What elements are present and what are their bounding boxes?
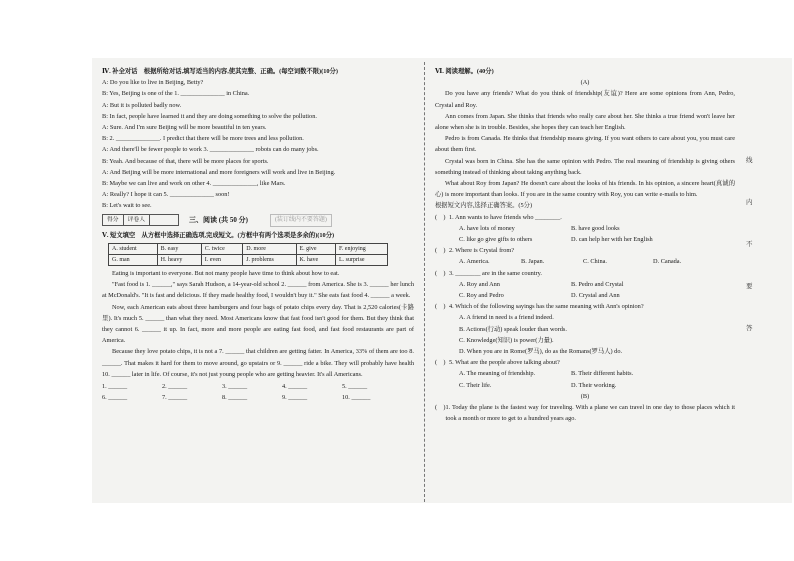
margin-char: 要	[746, 283, 753, 290]
margin-char: 线	[746, 157, 753, 164]
section6-title: Ⅵ. 阅读理解。(40分)	[435, 68, 494, 75]
dialogue-line: A: But it is polluted badly now.	[102, 101, 182, 109]
option: A. have lots of money	[459, 224, 515, 232]
option-cell: D. more	[243, 244, 296, 255]
dialogue-line: A: Sure. And I'm sure Beijing will be more beautiful in ten years.	[102, 124, 267, 132]
question-stem: 2. Where is Crystal from?	[449, 247, 515, 255]
option-cell: J. problems	[243, 255, 296, 266]
passage-a-paragraph: Ann comes from Japan. She thinks that friends who really care about her. She thinks a true friend won't leave her alone when she is in trouble. Besides, she hopes they can teach her English.	[435, 112, 735, 132]
left-column	[102, 66, 414, 403]
question	[435, 212, 735, 223]
score-blank[interactable]	[150, 215, 178, 225]
dialogue	[102, 77, 414, 211]
option-cell: A. student	[109, 244, 158, 255]
passage-b	[435, 402, 735, 424]
dialogue-line: A: Really? I hope it can 5. ______________ soon!	[102, 191, 230, 199]
question	[435, 357, 735, 368]
option: C. like go give gifts to others	[459, 236, 533, 244]
question-options	[435, 312, 735, 357]
options-row	[109, 255, 388, 266]
binding-margin	[746, 140, 760, 350]
part-a-label: (A)	[580, 79, 590, 87]
answer-blank[interactable]: 8. ______	[222, 394, 248, 402]
option: C. Roy and Pedro	[459, 292, 504, 300]
question-stem: 3. ________ are in the same country.	[449, 269, 542, 277]
right-column	[435, 66, 735, 425]
option-cell: H. heavy	[157, 255, 201, 266]
option: C. Their life.	[459, 381, 492, 389]
answer-blank[interactable]: 5. ______	[342, 383, 368, 391]
binding-stamp: (装订线内不要答题)	[270, 214, 332, 227]
dialogue-line: B: Yes, Beijing is one of the 1. ______________ in China.	[102, 90, 250, 98]
answer-blank[interactable]: 7. ______	[162, 394, 188, 402]
passage-b-text: 1. Today the plane is the fastest way for traveling. With a plane we can travel in one day to those places which it took a month or more to get to a hundred years ago.	[445, 404, 735, 423]
option: A. America.	[459, 258, 490, 266]
question	[435, 245, 735, 256]
part-b-label: (B)	[580, 392, 590, 400]
dialogue-line: A: And there'll be fewer people to work 3. ______________ robots can do many jobs.	[102, 146, 319, 154]
option-cell: I. even	[201, 255, 242, 266]
options-row	[109, 244, 388, 255]
answer-blank[interactable]: 6. ______	[102, 394, 128, 402]
option-cell: G. man	[109, 255, 158, 266]
passage-paragraph: "Fast food is 1. ______," says Sarah Hudson, a 14-year-old school 2. ______ from America. She is 3. ______ her lunch at McDonald's. "It is fast and delicious. If they made healthy food, I wouldn't buy it." She eats fast food 4. ______ a week.	[102, 281, 414, 300]
option: B. Japan.	[521, 258, 545, 266]
section5-title: Ⅴ. 短文填空 从方框中选择正确选项,完成短文。(方框中有两个选项是多余的)(10分)	[102, 231, 335, 239]
passage-a-paragraph: What about Roy from Japan? He doesn't care about the looks of his friends. In his opinion, a sincere heart(真诚的心) is more important than looks. If you are in the same country with Roy, you can write e-mails to him.	[435, 180, 735, 199]
passage-a-paragraph: Do you have any friends? What do you think of friendship(友谊)? Here are some opinions from Ann, Pedro, Crystal and Roy.	[435, 90, 735, 109]
question-stem: 1. Ann wants to have friends who ________.	[449, 213, 562, 221]
answer-paren[interactable]: ( )	[435, 359, 446, 367]
question-options	[435, 223, 735, 245]
answer-paren[interactable]: ( )	[435, 303, 446, 311]
question-options	[435, 256, 735, 267]
option-cell: B. easy	[157, 244, 201, 255]
answer-paren[interactable]: ( )	[435, 213, 446, 221]
answer-blank[interactable]: 2. ______	[162, 383, 188, 391]
dialogue-line: A: And Beijing will be more international and more foreigners will work and live in Beijing.	[102, 168, 336, 176]
score-label: 得分	[103, 215, 124, 225]
answer-slots	[102, 381, 414, 403]
option-cell: L. surprise	[335, 255, 387, 266]
answer-blank[interactable]: 4. ______	[282, 383, 308, 391]
dialogue-line: B: Yeah. And because of that, there will be more places for sports.	[102, 157, 269, 165]
option: A. The meaning of friendship.	[459, 370, 536, 378]
answer-blank[interactable]: 9. ______	[282, 394, 308, 402]
question	[435, 268, 735, 279]
section4-title: Ⅳ. 补全对话 根据所给对话,填写适当的内容,使其完整、正确。(每空词数不限)(10分)	[102, 68, 338, 75]
score-box	[102, 214, 179, 226]
answer-paren[interactable]: ( )	[435, 269, 446, 277]
option: D. When you are in Rome(罗马), do as the Romans(罗马人) do.	[459, 348, 623, 356]
option-cell: F. enjoying	[335, 244, 387, 255]
question-options	[435, 279, 735, 301]
answer-paren[interactable]: ( )	[435, 247, 446, 255]
passage-paragraph: Because they love potato chips, it is not a 7. ______ that children are getting fatter. In America, 33% of them are too 8. ______. That makes it hard for them to move around, go upstairs or 9. ______ ride a bike. They will probably have health 10. ______ later in life. Of course, it's not just young people who are getting heavier. It's all Americans.	[102, 348, 414, 378]
dialogue-line: B: 2. ______________. I predict that there will be more trees and less pollution.	[102, 135, 304, 143]
option: D. can help her with her English	[571, 236, 653, 244]
passage-a-paragraph: Pedro is from Canada. He thinks that friendship means giving. If you want others to care about you, you must care about them first.	[435, 135, 735, 154]
answer-blank[interactable]: 1. ______	[102, 383, 128, 391]
options-box	[108, 243, 388, 266]
option: C. China.	[583, 258, 607, 266]
option: D. Their working.	[571, 381, 617, 389]
dialogue-line: B: In fact, people have learned it and they are doing something to solve the pollution.	[102, 112, 317, 120]
margin-char: 内	[746, 199, 753, 206]
dialogue-line: B: Maybe we can live and work on other 4. ______________, like Mars.	[102, 180, 286, 188]
margin-char: 不	[746, 241, 753, 248]
answer-blank[interactable]: 3. ______	[222, 383, 248, 391]
passage-paragraph: Eating is important to everyone. But not many people have time to think about how to eat.	[112, 270, 340, 278]
score-row	[102, 214, 414, 227]
passage-paragraph: Now, each American eats about three hamburgers and four bags of potato chips every day. That is 2,520 calories(卡路里). It's much 5. ______ than what they need. Most Americans know that fast food isn't good for them. But they think that they cannot 6. ______ it up. In fact, more and more people are eating fast food, and fast food restaurants are part of America.	[102, 303, 414, 345]
question-stem: 5. What are the people above talking about?	[449, 359, 560, 367]
option: D. Canada.	[653, 258, 682, 266]
option: B. have good looks	[571, 224, 620, 232]
exam-sheet	[92, 58, 792, 503]
option: C. Knowledge(知识) is power(力量).	[459, 336, 554, 344]
margin-char: 答	[746, 325, 753, 332]
option: B. Pedro and Crystal	[571, 280, 624, 288]
answer-paren[interactable]: ( )	[435, 404, 446, 412]
option: A. Roy and Ann	[459, 280, 500, 288]
option: A. A friend in need is a friend indeed.	[459, 314, 554, 322]
answer-blank[interactable]: 10. ______	[342, 394, 371, 402]
option: D. Crystal and Ann	[571, 292, 620, 300]
dialogue-line: B: Let's wait to see.	[102, 202, 152, 210]
option-cell: E. give	[296, 244, 335, 255]
option-cell: C. twice	[201, 244, 242, 255]
option: B. Actions(行动) speak louder than words.	[459, 325, 567, 333]
instruction: 根据短文内容,选择正确答案。(5分)	[435, 202, 533, 210]
part3-title: 三、阅读 (共 50 分)	[189, 215, 248, 224]
option-cell: K. have	[296, 255, 335, 266]
passage-a-paragraph: Crystal was born in China. She has the same opinion with Pedro. The real meaning of friendship is giving others something instead of thinking about taking anything back.	[435, 157, 735, 176]
question-options	[435, 368, 735, 390]
question-stem: 4. Which of the following sayings has the same meaning with Ann's opinion?	[449, 303, 644, 311]
column-divider	[424, 62, 425, 502]
grader-label: 评卷人	[124, 215, 150, 225]
question	[435, 301, 735, 312]
dialogue-line: A: Do you like to live in Beijing, Betty?	[102, 79, 204, 87]
option: B. Their different habits.	[571, 370, 634, 378]
